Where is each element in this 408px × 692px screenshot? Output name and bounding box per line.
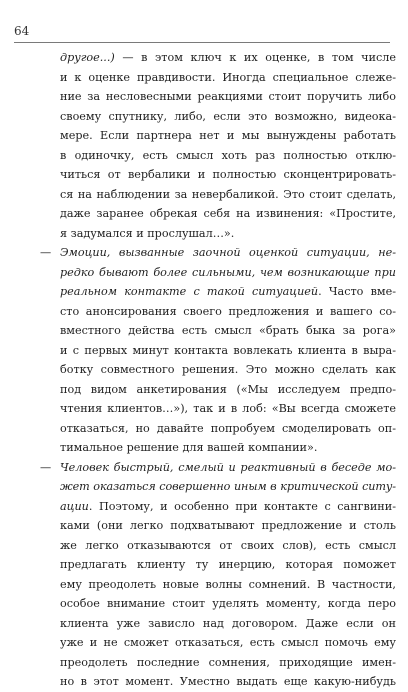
text-line: [60, 653, 396, 673]
text-line: [60, 536, 396, 556]
text-line: [60, 263, 396, 283]
italic-text: Эмоции, вызванные заочной оценкой ситуации, не-: [60, 246, 396, 259]
text-line: [60, 321, 396, 341]
text-segment: отказаться, но давайте попробуем смоделировать оп-: [60, 421, 396, 435]
text-segment: читься от вербалики и полностью сконцентрировать-: [60, 168, 396, 181]
text-segment: вместного действа есть смысл «брать быка за рога»: [60, 324, 396, 337]
text-line: [60, 360, 396, 380]
text-line: [60, 107, 396, 127]
text-segment: чтения клиентов…»), так и в лоб: «Вы всегда сможете: [60, 402, 396, 415]
text-segment: своему спутнику, либо, если это возможно, видеока-: [60, 109, 396, 123]
italic-text: Человек быстрый, смелый и реактивный в беседе мо-: [60, 460, 396, 474]
text-segment: но в этот момент. Уместно выдать еще какую-нибудь: [60, 675, 396, 688]
text-line: [60, 48, 396, 68]
text-segment: ние за несловесными реакциями стоит поручить либо: [60, 90, 396, 103]
text-segment: я задумался и прослушал…».: [60, 226, 235, 240]
text-line: [60, 87, 396, 107]
text-line: [60, 516, 396, 536]
text-line: [60, 594, 396, 614]
text-segment: . Поэтому, и особенно при контакте с сангвини-: [88, 499, 396, 513]
italic-text: ации: [60, 499, 89, 513]
list-item-line: [40, 243, 396, 263]
text-segment: ботку совместного решения. Это можно сделать как: [60, 363, 396, 376]
text-segment: даже заранее обрекая себя на извинения: «Простите,: [60, 207, 396, 220]
text-segment: и с первых минут контакта вовлекать клиента в выра-: [60, 343, 396, 357]
text-segment: и к оценке правдивости. Иногда специальное слеже-: [60, 70, 396, 84]
text-segment: сто анонсирования своего предложения и вашего со-: [60, 304, 396, 318]
text-line: [60, 555, 396, 575]
text-line: [60, 341, 396, 361]
text-line: [60, 302, 396, 322]
text-line: [60, 146, 396, 166]
text-segment: особое внимание стоит уделять моменту, когда перо: [60, 597, 396, 610]
italic-text: жет оказаться совершенно иным в критической ситу-: [60, 480, 396, 493]
text-line: [60, 477, 396, 497]
list-item-line: [40, 458, 396, 478]
text-segment: клиента уже зависло над договором. Даже если он: [60, 616, 396, 630]
text-segment: мере. Если партнера нет и мы вынуждены работать: [60, 129, 396, 142]
text-line: [60, 614, 396, 634]
text-segment: преодолеть последние сомнения, приходящие имен-: [60, 655, 396, 669]
italic-text: редко бывают более сильными, чем возникающие при: [60, 265, 396, 279]
text-segment: тимальное решение для вашей компании».: [60, 441, 318, 454]
text-line: [60, 126, 396, 146]
text-line: [60, 633, 396, 653]
text-line: [60, 380, 396, 400]
text-segment: ему преодолеть новые волны сомнений. В частности,: [60, 577, 396, 591]
text-line: [60, 165, 396, 185]
list-dash: —: [40, 246, 52, 259]
text-line: [60, 68, 396, 88]
italic-text: другое...): [60, 51, 115, 64]
text-line: [60, 575, 396, 595]
text-line: [60, 438, 396, 458]
text-segment: под видом анкетирования («Мы исследуем предпо-: [60, 382, 396, 396]
text-line: [60, 672, 396, 692]
text-line: [60, 419, 396, 439]
list-dash: —: [40, 460, 52, 474]
text-line: [60, 204, 396, 224]
text-segment: ся на наблюдении за невербаликой. Это стоит сделать,: [60, 187, 396, 201]
page-number: 64: [14, 24, 30, 38]
text-line: [60, 399, 396, 419]
text-segment: . Часто вме-: [318, 285, 396, 298]
body-text: [40, 48, 396, 692]
text-line: [60, 224, 396, 244]
italic-text: реальном контакте с такой ситуацией: [60, 285, 319, 298]
text-segment: же легко отказываются от своих слов), есть смысл: [60, 538, 396, 552]
text-segment: уже и не сможет отказаться, есть смысл помочь ему: [60, 636, 396, 649]
text-segment: в одиночку, есть смысл хоть раз полностью отклю-: [60, 148, 396, 162]
header-rule: [14, 42, 390, 43]
text-line: [60, 282, 396, 302]
text-line: [60, 497, 396, 517]
text-segment: предлагать клиенту ту инерцию, которая поможет: [60, 558, 396, 571]
text-segment: — в этом ключ к их оценке, в том числе: [114, 51, 396, 64]
text-line: [60, 185, 396, 205]
text-segment: ками (они легко подхватывают предложение и столь: [60, 519, 396, 532]
